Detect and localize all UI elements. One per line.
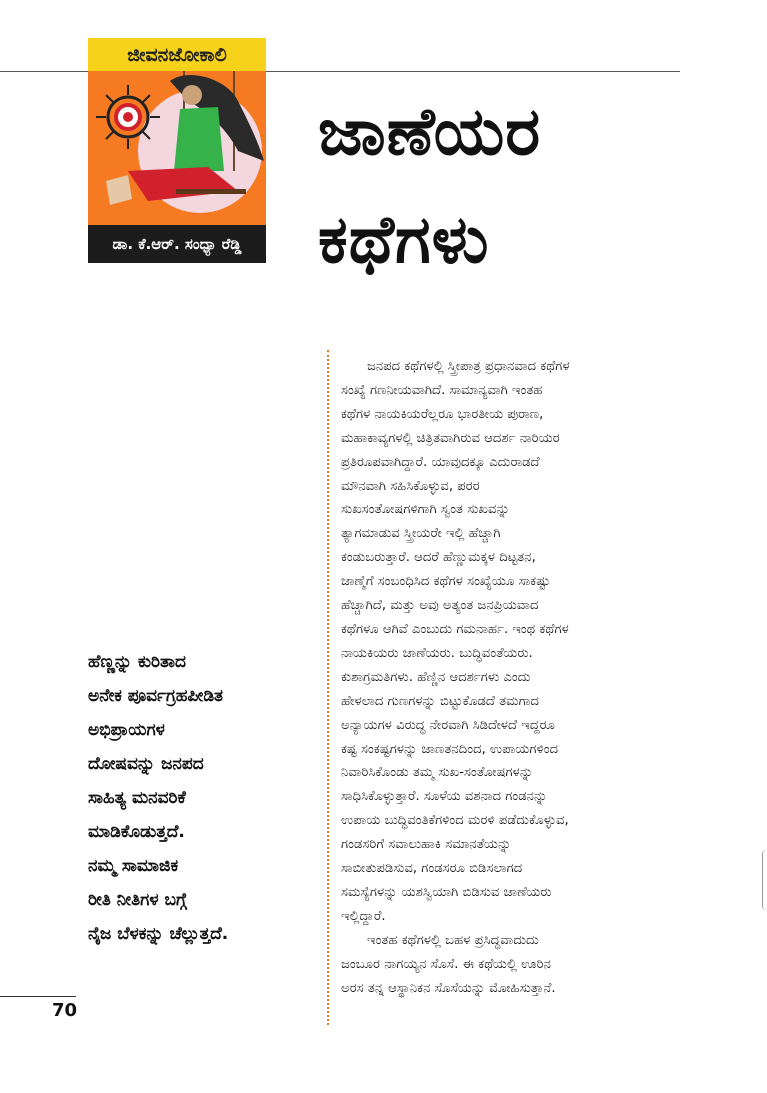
body-line: ಅರಸ ತನ್ನ ಆಸ್ಥಾನಿಕನ ಸೊಸೆಯನ್ನು ಮೋಹಿಸುತ್ತಾನೆ. — [341, 980, 556, 996]
body-line: ನಿವಾರಿಸಿಕೊಂಡು ತಮ್ಮ ಸುಖ-ಸಂತೋಷಗಳನ್ನು — [341, 765, 534, 781]
page-number: 70 — [52, 1000, 78, 1021]
column-tag: ಜೀವನಜೋಕಾಲಿ — [88, 38, 266, 71]
woman-face — [182, 85, 202, 105]
woman-legs — [106, 175, 132, 205]
pullquote-line: ದೋಷವನ್ನು ಜನಪದ — [88, 754, 204, 774]
body-line: ಅನ್ಯಾಯಗಳ ವಿರುದ್ಧ ನೇರವಾಗಿ ಸಿಡಿದೇಳದೆ ಇದ್ದರೂ — [341, 717, 555, 733]
body-line: ಜನಪದ ಕಥೆಗಳಲ್ಲಿ ಸ್ತ್ರೀಪಾತ್ರ ಪ್ರಧಾನವಾದ ಕಥೆಗಳ — [367, 359, 570, 374]
body-line: ಇಂತಹ ಕಥೆಗಳಲ್ಲಿ ಬಹಳ ಪ್ರಸಿದ್ಧವಾದುದು — [367, 932, 539, 948]
body-line: ಇಲ್ಲಿದ್ದಾರೆ. — [341, 908, 386, 924]
pull-quote — [88, 645, 318, 951]
body-line: ಕಂಡುಬರುತ್ತಾರೆ. ಆದರೆ ಹೆಣ್ಣುಮಕ್ಕಳ ದಿಟ್ಟತನ, — [341, 550, 536, 566]
pullquote-line: ನಮ್ಮ ಸಾಮಾಜಿಕ — [88, 856, 179, 876]
page-edge-mark — [762, 850, 767, 910]
footer-rule — [0, 996, 76, 997]
body-line: ಸಾಬೀತುಪಡಿಸುವ, ಗಂಡಸರೂ ಬಿಡಿಸಲಾಗದ — [341, 861, 523, 877]
pullquote-line: ನೈಜ ಬೆಳಕನ್ನು ಚೆಲ್ಲುತ್ತದೆ. — [88, 924, 229, 944]
pullquote-line: ಸಾಹಿತ್ಯ ಮನವರಿಕೆ — [88, 788, 186, 808]
woman-blouse — [174, 107, 224, 171]
pullquote-line: ಅನೇಕ ಪೂರ್ವಗ್ರಹಪೀಡಿತ — [88, 686, 224, 706]
body-line: ಜಾಣ್ಮೆಗೆ ಸಂಬಂಧಿಸಿದ ಕಥೆಗಳ ಸಂಖ್ಯೆಯೂ ಸಾಕಷ್ಟು — [341, 574, 551, 590]
body-line: ಹೆಚ್ಚಾಗಿದೆ, ಮತ್ತು ಅವು ಅತ್ಯಂತ ಜನಪ್ರಿಯವಾದ — [341, 598, 539, 614]
body-line: ಉಪಾಯ ಬುದ್ಧಿವಂತಿಕೆಗಳಿಂದ ಮರಳಿ ಪಡೆದುಕೊಳ್ಳುವ, — [341, 813, 569, 829]
body-line: ತ್ಯಾಗಮಾಡುವ ಸ್ತ್ರೀಯರೇ ಇಲ್ಲಿ ಹೆಚ್ಚಾಗಿ — [341, 526, 501, 542]
pullquote-line: ಹೆಣ್ಣನ್ನು ಕುರಿತಾದ — [88, 652, 187, 672]
body-line: ಕಥೆಗಳೂ ಆಗಿವೆ ಎಂಬುದು ಗಮನಾರ್ಹ. ಇಂಥ ಕಥೆಗಳ — [341, 621, 569, 637]
body-line: ಹೇಳಲಾದ ಗುಣಗಳನ್ನು ಬಿಟ್ಟುಕೊಡದೆ ತಮಗಾದ — [341, 693, 539, 709]
body-line: ಕಥೆಗಳ ನಾಯಕಿಯರೆಲ್ಲರೂ ಭಾರತೀಯ ಪುರಾಣ, — [341, 406, 544, 422]
article-title — [318, 78, 678, 294]
body-line: ಗಂಡಸರಿಗೆ ಸವಾಲುಹಾಕಿ ಸಮಾನತೆಯನ್ನು — [341, 837, 512, 853]
title-line-1: ಜಾಣೆಯರ — [318, 93, 542, 170]
column-divider — [327, 350, 329, 1025]
body-line: ನಾಯಕಿಯರು ಜಾಣೆಯರು. ಬುದ್ಧಿವಂತೆಯರು. — [341, 645, 533, 661]
article-body — [341, 355, 671, 1000]
body-line: ಪ್ರತಿರೂಪವಾಗಿದ್ದಾರೆ. ಯಾವುದಕ್ಕೂ ಎದುರಾಡದೆ — [341, 454, 540, 470]
body-line: ಸಂಖ್ಯೆ ಗಣನೀಯವಾಗಿದೆ. ಸಾಮಾನ್ಯವಾಗಿ ಇಂತಹ — [341, 382, 543, 398]
body-line: ಸುಖಸಂತೋಷಗಳಿಗಾಗಿ ಸ್ವಂತ ಸುಖವನ್ನು — [341, 502, 510, 518]
author-name: ಡಾ. ಕೆ.ಆರ್. ಸಂಧ್ಯಾ ರೆಡ್ಡಿ — [88, 225, 266, 263]
pullquote-line: ಮಾಡಿಕೊಡುತ್ತದೆ. — [88, 822, 185, 842]
body-line: ಮೌನವಾಗಿ ಸಹಿಸಿಕೊಳ್ಳುವ, ಪರರ — [341, 478, 480, 494]
body-line: ಸಮಸ್ಯೆಗಳನ್ನು ಯಶಸ್ವಿಯಾಗಿ ಬಿಡಿಸುವ ಜಾಣೆಯರು — [341, 884, 552, 900]
title-line-2: ಕಥೆಗಳು — [318, 201, 490, 278]
swing-illustration — [88, 71, 266, 225]
body-line: ಕಷ್ಟ ಸಂಕಷ್ಟಗಳನ್ನು ಜಾಣತನದಿಂದ, ಉಪಾಯಗಳಿಂದ — [341, 741, 559, 757]
body-line: ಮಹಾಕಾವ್ಯಗಳಲ್ಲಿ ಚಿತ್ರಿತವಾಗಿರುವ ಆದರ್ಶ ನಾರಿಯರ — [341, 430, 560, 446]
pullquote-line: ಅಭಿಪ್ರಾಯಗಳ — [88, 720, 165, 740]
body-line: ಕುಶಾಗ್ರಮತಿಗಳು. ಹೆಣ್ಣಿನ ಆದರ್ಶಗಳು ಎಂದು — [341, 669, 531, 685]
body-line: ಜಂಬೂರ ನಾಗಯ್ಯನ ಸೊಸೆ. ಈ ಕಥೆಯಲ್ಲಿ ಊರಿನ — [341, 956, 551, 972]
column-illustration — [88, 71, 266, 225]
body-line: ಸಾಧಿಸಿಕೊಳ್ಳುತ್ತಾರೆ. ಸೂಳೆಯ ವಶನಾದ ಗಂಡನನ್ನು — [341, 789, 548, 805]
pullquote-line: ರೀತಿ ನೀತಿಗಳ ಬಗ್ಗೆ — [88, 890, 187, 910]
swing-seat — [176, 189, 246, 194]
